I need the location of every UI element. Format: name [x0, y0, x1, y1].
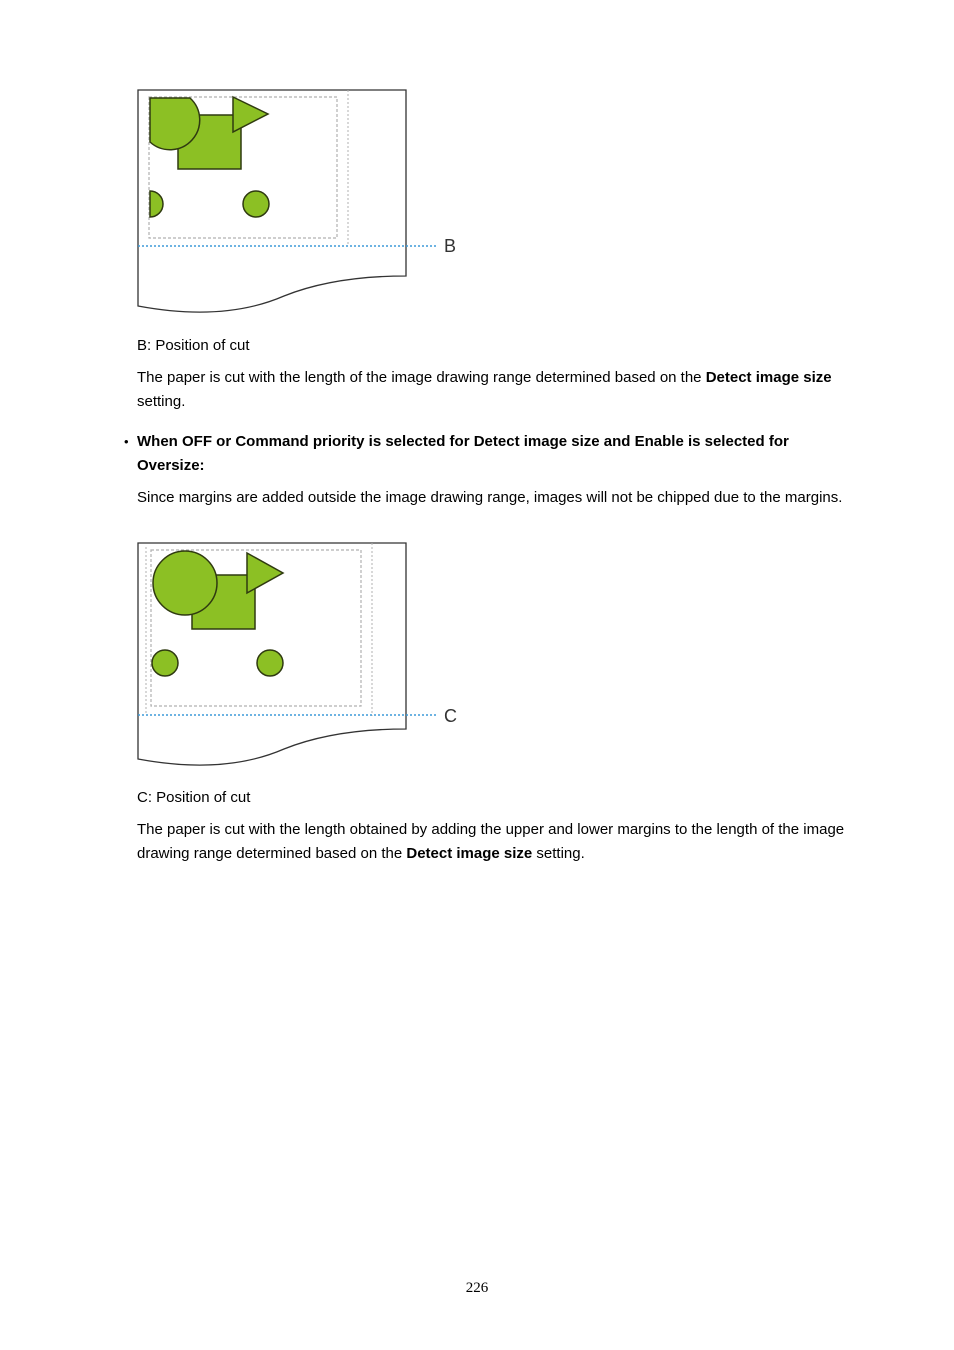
para3-text-b: setting. — [532, 845, 585, 862]
para1-text-b: setting. — [137, 393, 186, 410]
bullet-marker: • — [124, 434, 129, 449]
para3-bold: Detect image size — [406, 845, 533, 862]
paragraph-cut-length-c — [137, 818, 857, 866]
caption-c: C: Position of cut — [137, 789, 251, 806]
paragraph-margins: Since margins are added outside the image drawing range, images will not be chipped due to the margins. — [137, 489, 843, 506]
figure-cut-position-b — [134, 84, 474, 324]
figure-cut-position-c — [134, 537, 474, 777]
green-circle-small-right — [243, 191, 269, 217]
para3-text-a: The paper is cut with the length obtained by adding the upper and lower margins to the length of the image drawing range determined based on the — [137, 821, 845, 862]
cut-label-b: B — [444, 236, 457, 256]
green-circle-small-left — [152, 650, 178, 676]
cut-label-c: C — [444, 706, 457, 726]
para1-text-a: The paper is cut with the length of the image drawing range determined based on the — [137, 369, 706, 386]
para1-bold: Detect image size — [705, 369, 832, 386]
page-number: 226 — [465, 1280, 489, 1296]
green-circle-large — [153, 551, 217, 615]
green-circle-small-right — [257, 650, 283, 676]
bullet-heading: When OFF or Command priority is selected for Detect image size and Enable is selected for Oversize: — [137, 433, 789, 474]
paragraph-cut-length-b — [137, 366, 857, 414]
caption-b: B: Position of cut — [137, 337, 250, 354]
